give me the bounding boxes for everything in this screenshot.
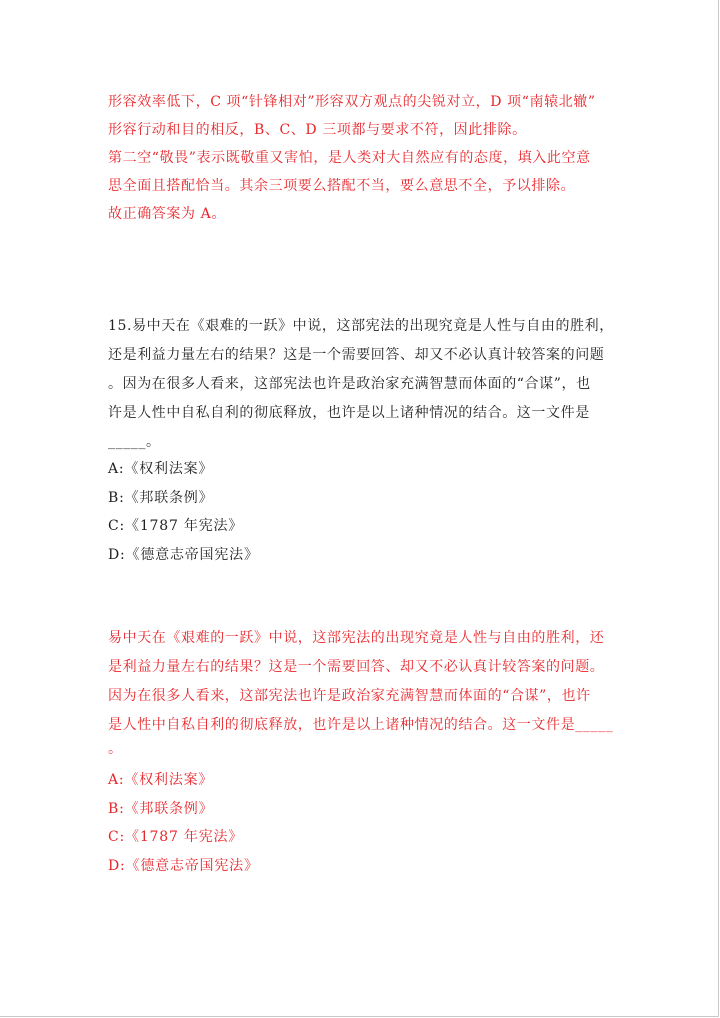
option-c: C:《1787 年宪法》 (108, 518, 244, 534)
explanation-line: 形容行动和目的相反，B、C、D 三项都与要求不符，因此排除。 (108, 122, 527, 138)
explanation-line: 故正确答案为 A。 (108, 206, 226, 222)
question-line: 15.易中天在《艰难的一跃》中说，这部宪法的出现究竟是人性与自由的胜利， (108, 318, 614, 334)
answer-line: 因为在很多人看来，这部宪法也许是政治家充满智慧而体面的“合谋”，也许 (108, 688, 591, 704)
question-line: 。因为在很多人看来，这部宪法也许是政治家充满智慧而体面的“合谋”，也 (108, 376, 591, 392)
answer-option-d: D:《德意志帝国宪法》 (108, 858, 259, 874)
answer-option-b: B:《邦联条例》 (108, 801, 214, 817)
explanation-line: 第二空“敬畏”表示既敬重又害怕，是人类对大自然应有的态度，填入此空意 (108, 150, 591, 166)
question-line: _____。 (108, 434, 161, 450)
question-line: 还是利益力量左右的结果？这是一个需要回答、却又不必认真计较答案的问题 (108, 347, 605, 363)
option-b: B:《邦联条例》 (108, 490, 214, 506)
answer-option-a: A:《权利法案》 (108, 772, 214, 788)
answer-line: 是利益力量左右的结果？这是一个需要回答、却又不必认真计较答案的问题。 (108, 659, 605, 675)
option-d: D:《德意志帝国宪法》 (108, 547, 259, 563)
answer-line: 是人性中自私自利的彻底释放，也许是以上诸种情况的结合。这一文件是_____ (108, 717, 614, 733)
option-a: A:《权利法案》 (108, 461, 214, 477)
answer-line: 。 (108, 741, 123, 757)
explanation-line: 形容效率低下，C 项“针锋相对”形容双方观点的尖锐对立，D 项“南辕北辙” (108, 94, 596, 110)
explanation-line: 思全面且搭配恰当。其余三项要么搭配不当，要么意思不全，予以排除。 (108, 178, 576, 194)
answer-option-c: C:《1787 年宪法》 (108, 829, 244, 845)
question-line: 许是人性中自私自利的彻底释放，也许是以上诸种情况的结合。这一文件是 (108, 405, 590, 421)
answer-line: 易中天在《艰难的一跃》中说，这部宪法的出现究竟是人性与自由的胜利，还 (108, 630, 605, 646)
